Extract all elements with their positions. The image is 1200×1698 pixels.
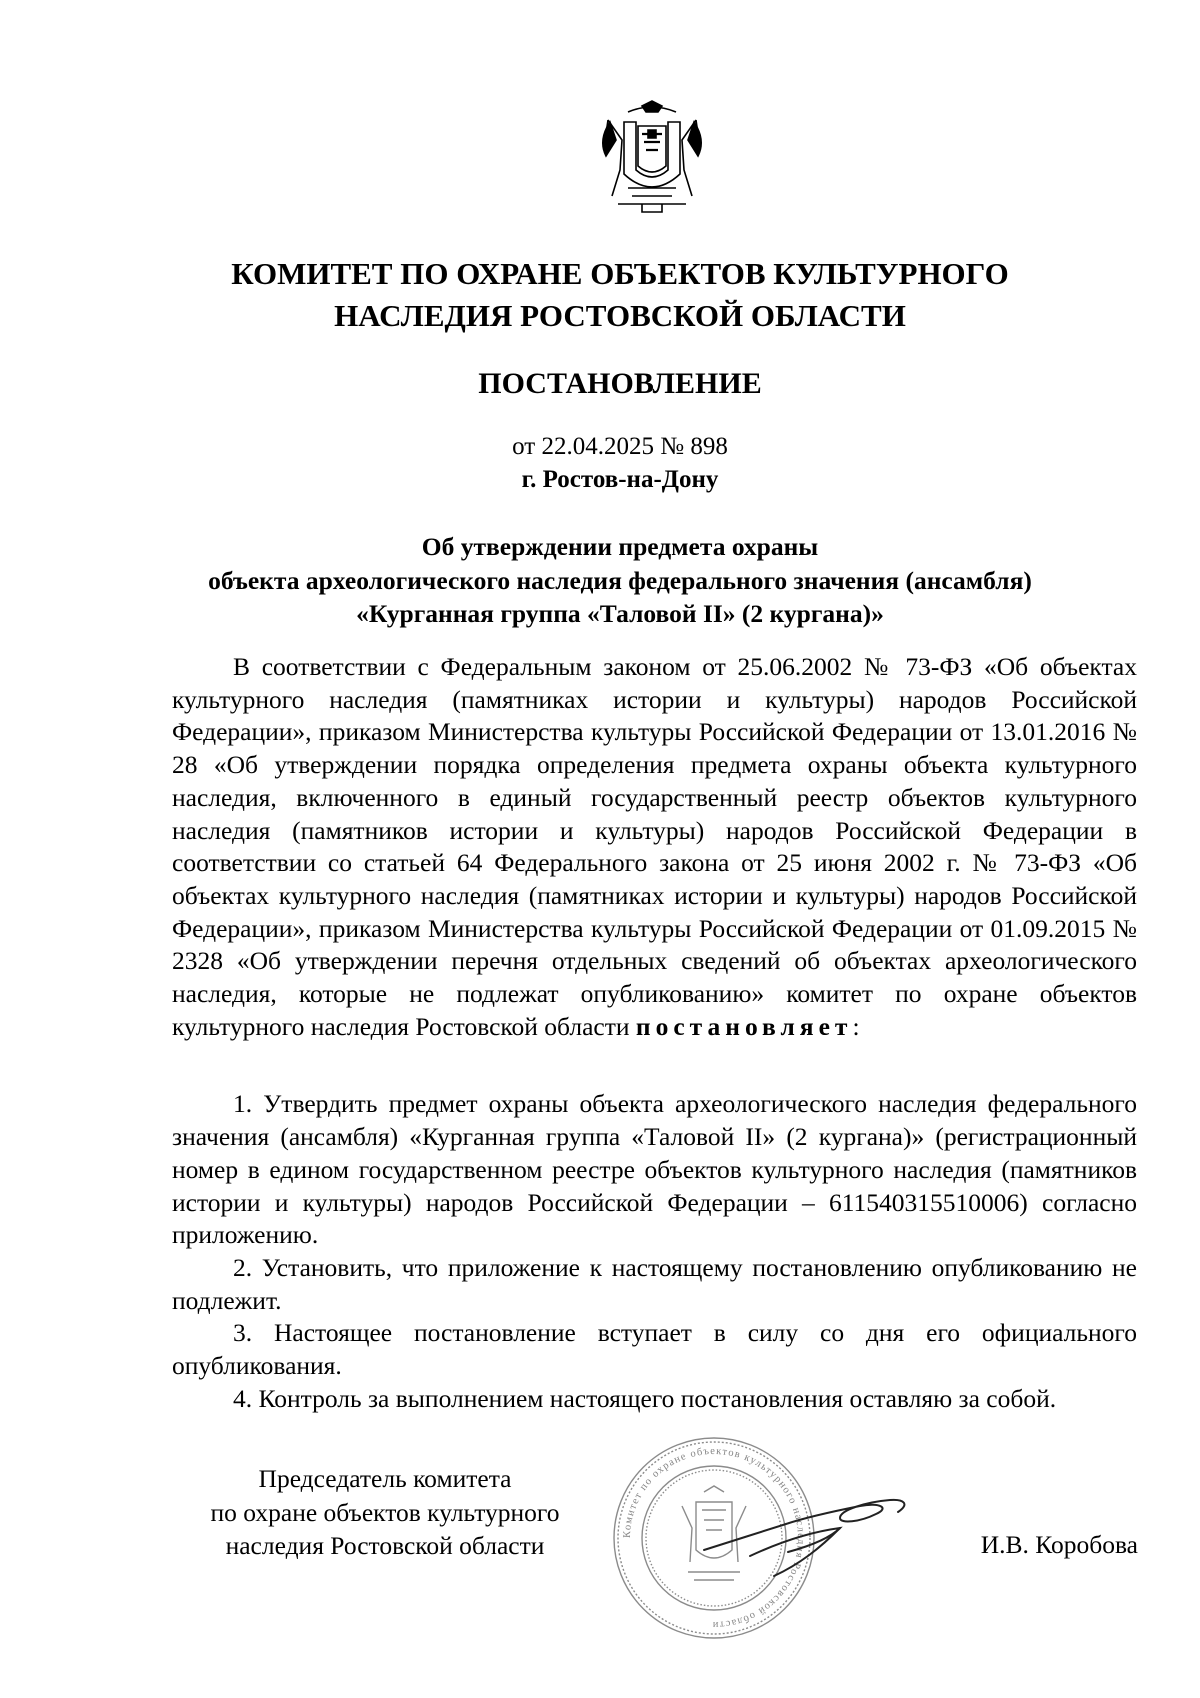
signatory-position-line1: Председатель комитета bbox=[258, 1464, 512, 1493]
preamble-text: В соответствии с Федеральным законом от 25.06.2002 № 73-ФЗ «Об объектах культурного наследия (памятниках истории и культуры) народов Российской Федерации», приказом Министерства культуры Российской Федерации от 13.01.2016 № 28 «Об утверждении порядка определения предмета охраны объекта культурного наследия, включенного в единый государственный реестр объектов культурного наследия (памятников истории и культуры) народов Российской Федерации в соответствии со статьей 64 Федерального закона от 25 июня 2002 г. № 73-ФЗ «Об объектах культурного наследия (памятниках истории и культуры) народов Российской Федерации», приказом Министерства культуры Российской Федерации от 01.09.2015 № 2328 «Об утверждении перечня отдельных сведений об объектах археологического наследия, которые не подлежат опубликованию» комитет по охране объектов культурного наследия Ростовской области bbox=[172, 652, 1137, 1041]
document-title-line2: объекта археологического наследия федерального значения (ансамбля) bbox=[208, 565, 1032, 595]
resolution-item-3: 3. Настоящее постановление вступает в силу со дня его официального опубликования. bbox=[172, 1318, 1137, 1381]
resolution-verb: постановляет bbox=[635, 1011, 853, 1041]
document-body bbox=[172, 651, 1137, 1415]
handwritten-signature bbox=[690, 1472, 940, 1612]
resolution-item-1: 1. Утвердить предмет охраны объекта археологического наследия федерального значения (ансамбля) «Курганная группа «Таловой II» (2 кургана)» (регистрационный номер в едином государственном реестре объектов культурного наследия (памятников истории и культуры) народов Российской Федерации – 611540315510006) согласно приложению. bbox=[172, 1089, 1137, 1250]
organization-name bbox=[160, 253, 1080, 337]
signatory-position bbox=[160, 1462, 610, 1563]
document-type: ПОСТАНОВЛЕНИЕ bbox=[478, 367, 762, 400]
preamble-end: : bbox=[852, 1011, 860, 1041]
signatory-position-line3: наследия Ростовской области bbox=[225, 1531, 545, 1560]
date-and-number: от 22.04.2025 № 898 bbox=[512, 433, 728, 460]
document-title-line1: Об утверждении предмета охраны bbox=[421, 532, 819, 561]
signatory-name: И.В. Коробова bbox=[980, 1530, 1138, 1559]
resolution-item-4: 4. Контроль за выполнением настоящего постановления оставляю за собой. bbox=[233, 1383, 1057, 1413]
city: г. Ростов-на-Дону bbox=[521, 466, 719, 493]
resolution-item-2: 2. Установить, что приложение к настоящему постановлению опубликованию не подлежит. bbox=[172, 1252, 1137, 1315]
coat-of-arms-icon bbox=[598, 100, 706, 216]
organization-name-line1: КОМИТЕТ ПО ОХРАНЕ ОБЪЕКТОВ КУЛЬТУРНОГО bbox=[231, 256, 1009, 291]
signatory-position-line2: по охране объектов культурного bbox=[210, 1497, 560, 1527]
document-title-line3: «Курганная группа «Таловой II» (2 кургана)» bbox=[356, 599, 884, 628]
organization-name-line2: НАСЛЕДИЯ РОСТОВСКОЙ ОБЛАСТИ bbox=[334, 298, 906, 333]
preamble-paragraph bbox=[172, 651, 1137, 1043]
document-title bbox=[160, 530, 1080, 631]
svg-text:Комитет по охране объектов кул: Комитет по охране объектов культурного наследия Ростовской области bbox=[621, 1445, 807, 1631]
